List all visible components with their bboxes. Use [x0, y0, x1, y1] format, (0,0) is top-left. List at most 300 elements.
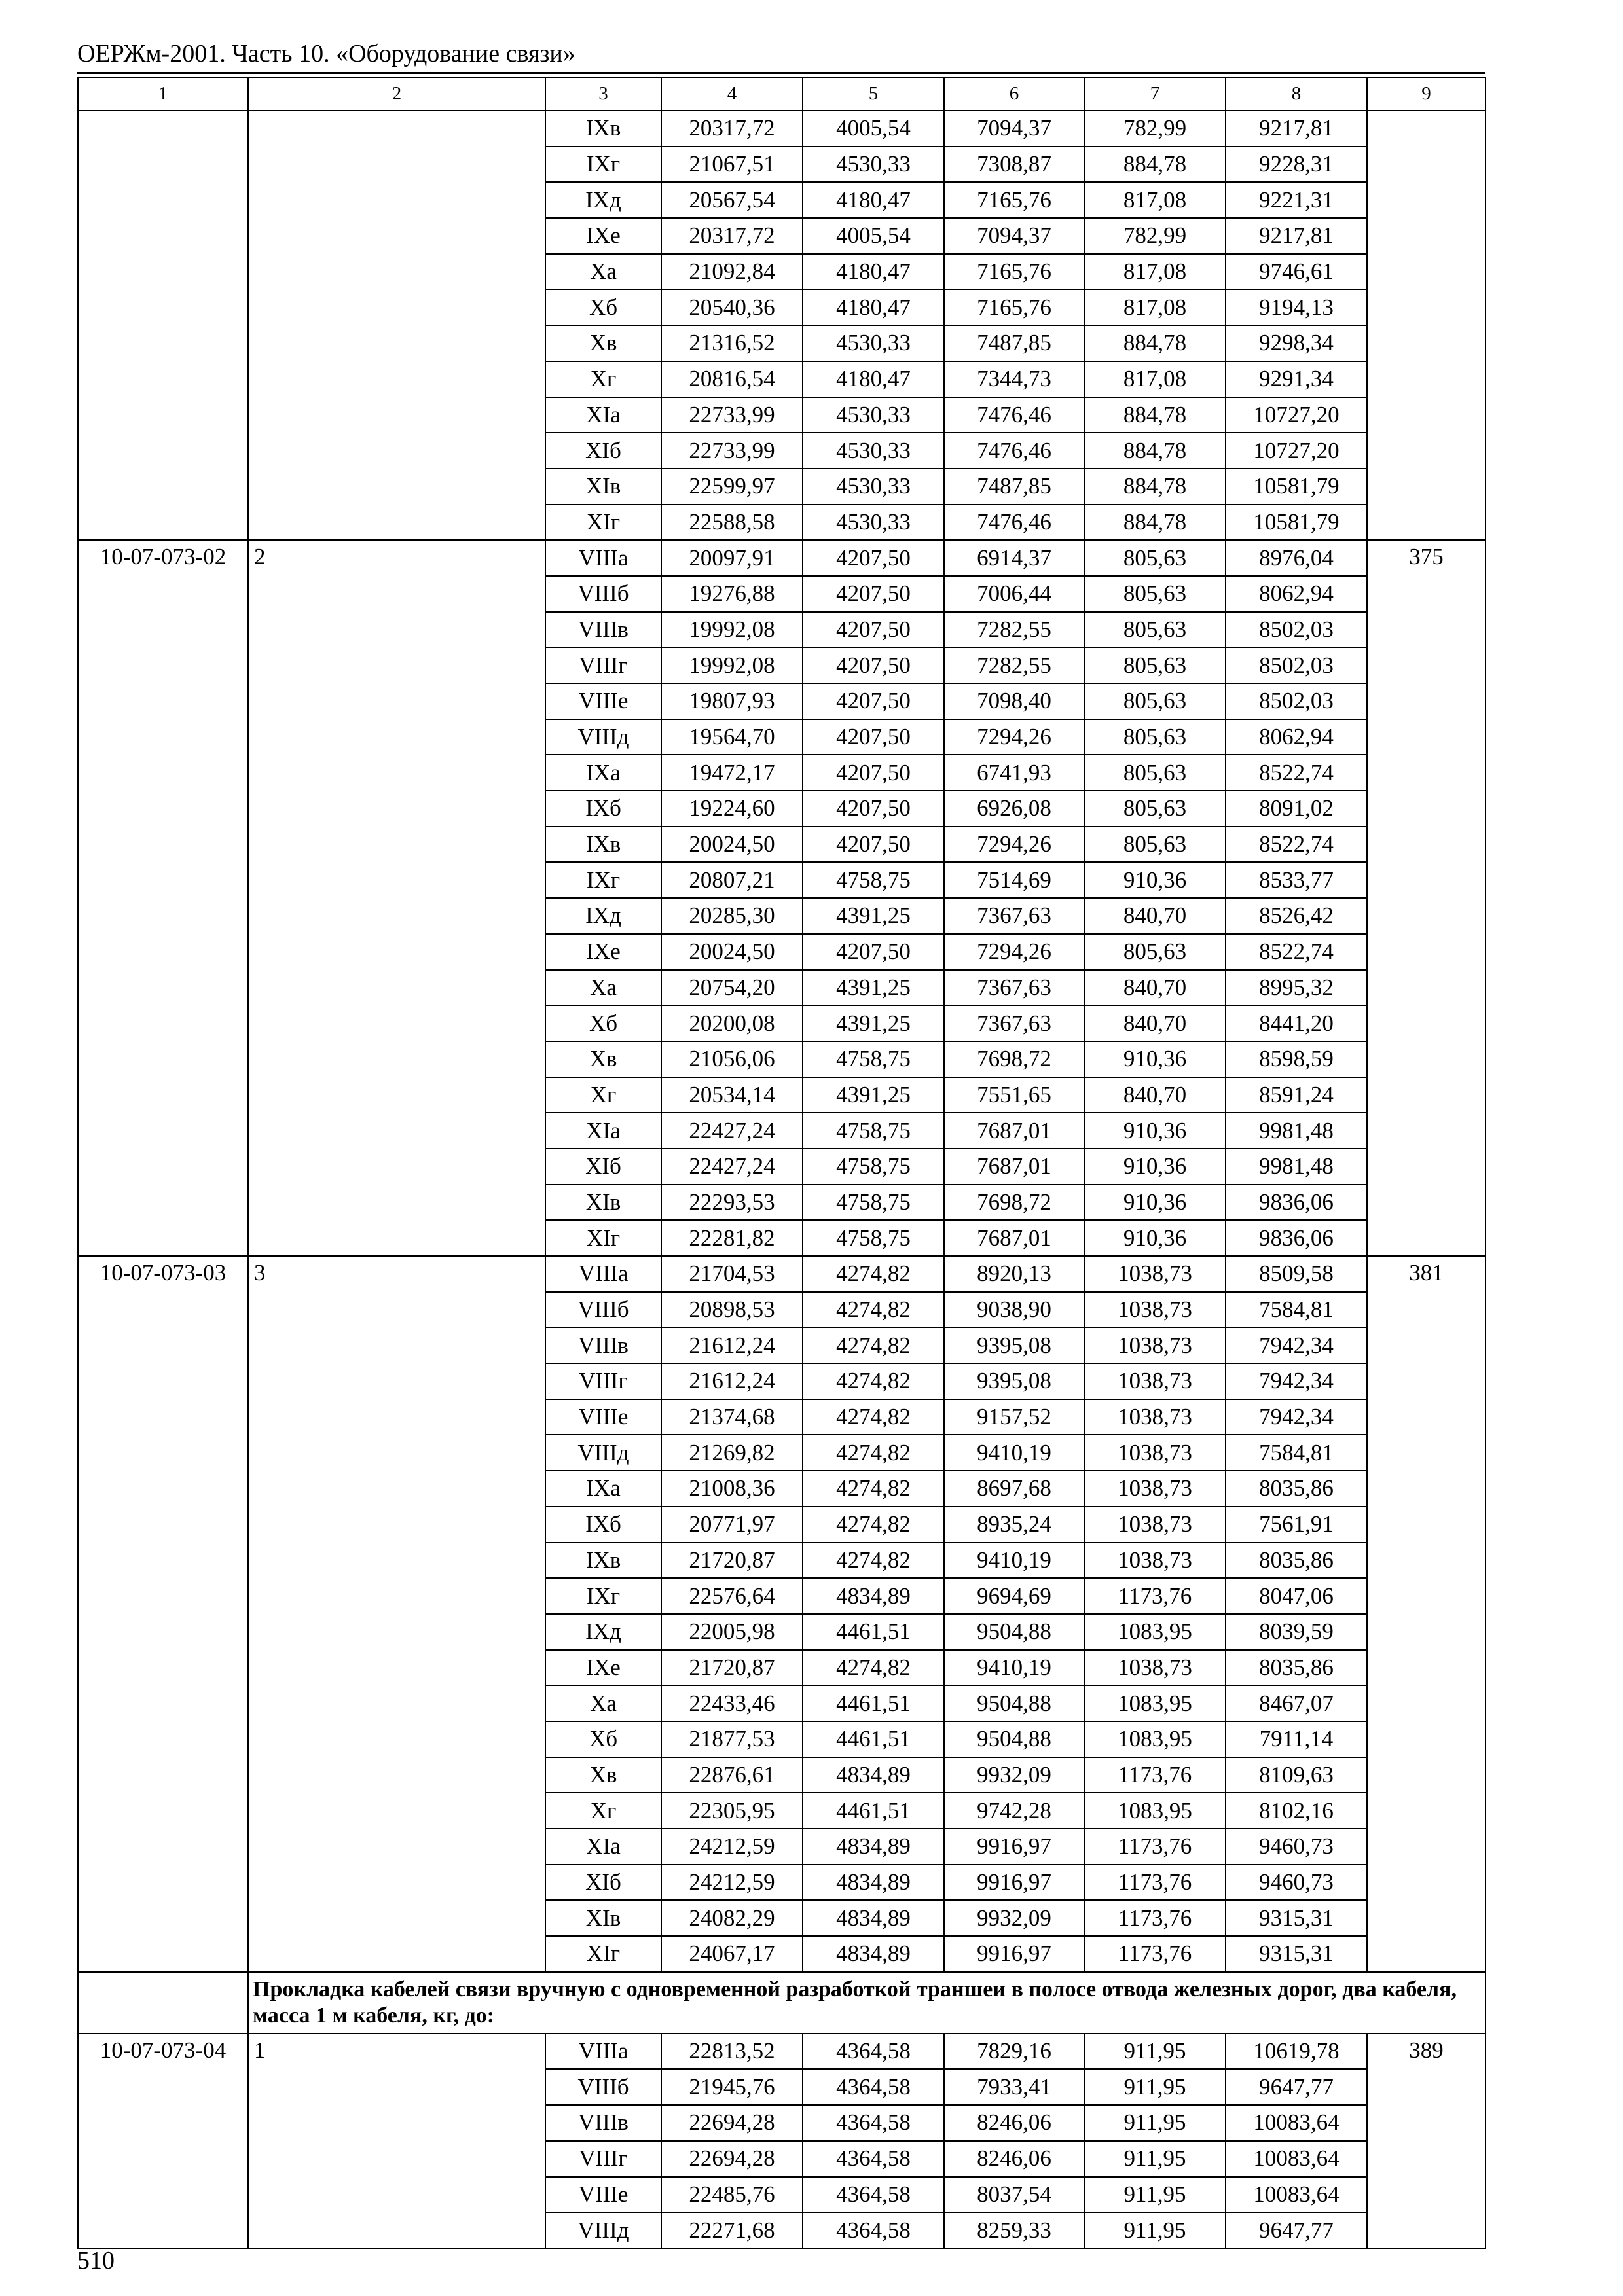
- value-cell: 7367,63: [944, 1005, 1084, 1041]
- value-cell: 8035,86: [1226, 1650, 1367, 1686]
- value-cell: 22588,58: [661, 505, 803, 541]
- value-cell: 9694,69: [944, 1578, 1084, 1614]
- value-cell: 9315,31: [1226, 1936, 1367, 1972]
- value-cell: 19992,08: [661, 647, 803, 683]
- value-cell: 4364,58: [803, 2177, 944, 2213]
- value-cell: 8920,13: [944, 1256, 1084, 1292]
- value-cell: 7098,40: [944, 683, 1084, 719]
- value-cell: 817,08: [1084, 182, 1226, 218]
- rate-code: [78, 111, 248, 540]
- value-cell: 8522,74: [1226, 934, 1367, 970]
- value-cell: 4834,89: [803, 1865, 944, 1901]
- value-cell: 4391,25: [803, 970, 944, 1006]
- value-cell: 9194,13: [1226, 289, 1367, 325]
- value-cell: 6926,08: [944, 791, 1084, 827]
- value-cell: 4530,33: [803, 325, 944, 361]
- value-cell: 21092,84: [661, 254, 803, 290]
- column-number: 9: [1367, 77, 1486, 111]
- value-cell: 4180,47: [803, 182, 944, 218]
- value-cell: 4758,75: [803, 1220, 944, 1256]
- region-cell: Xa: [545, 970, 661, 1006]
- value-cell: 8509,58: [1226, 1256, 1367, 1292]
- value-cell: 19276,88: [661, 576, 803, 612]
- region-cell: Xг: [545, 1793, 661, 1829]
- region-cell: VIIIе: [545, 683, 661, 719]
- value-cell: 1083,95: [1084, 1721, 1226, 1757]
- value-cell: 4207,50: [803, 612, 944, 648]
- region-cell: VIIIг: [545, 647, 661, 683]
- measure-value: [1367, 111, 1486, 540]
- value-cell: 1038,73: [1084, 1327, 1226, 1363]
- value-cell: 1173,76: [1084, 1900, 1226, 1936]
- value-cell: 1038,73: [1084, 1399, 1226, 1435]
- value-cell: 805,63: [1084, 934, 1226, 970]
- value-cell: 1173,76: [1084, 1757, 1226, 1793]
- value-cell: 884,78: [1084, 505, 1226, 541]
- value-cell: 21945,76: [661, 2069, 803, 2105]
- value-cell: 24212,59: [661, 1829, 803, 1865]
- region-cell: IXе: [545, 1650, 661, 1686]
- value-cell: 910,36: [1084, 1113, 1226, 1149]
- value-cell: 4207,50: [803, 719, 944, 755]
- value-cell: 8533,77: [1226, 862, 1367, 898]
- region-cell: IXв: [545, 827, 661, 863]
- value-cell: 4274,82: [803, 1256, 944, 1292]
- value-cell: 840,70: [1084, 898, 1226, 934]
- value-cell: 817,08: [1084, 289, 1226, 325]
- table-row: [78, 2034, 1486, 2070]
- value-cell: 4461,51: [803, 1614, 944, 1650]
- value-cell: 7687,01: [944, 1113, 1084, 1149]
- value-cell: 10727,20: [1226, 397, 1367, 433]
- value-cell: 9410,19: [944, 1650, 1084, 1686]
- value-cell: 21056,06: [661, 1041, 803, 1077]
- value-cell: 805,63: [1084, 576, 1226, 612]
- value-cell: 7687,01: [944, 1149, 1084, 1185]
- value-cell: 4274,82: [803, 1363, 944, 1399]
- value-cell: 4274,82: [803, 1471, 944, 1507]
- value-cell: 10083,64: [1226, 2105, 1367, 2141]
- value-cell: 4391,25: [803, 898, 944, 934]
- value-cell: 4461,51: [803, 1685, 944, 1721]
- region-cell: IXе: [545, 218, 661, 254]
- value-cell: 19807,93: [661, 683, 803, 719]
- value-cell: 22305,95: [661, 1793, 803, 1829]
- value-cell: 7165,76: [944, 182, 1084, 218]
- value-cell: 1038,73: [1084, 1435, 1226, 1471]
- value-cell: 20816,54: [661, 361, 803, 397]
- value-cell: 7367,63: [944, 898, 1084, 934]
- value-cell: 8091,02: [1226, 791, 1367, 827]
- value-cell: 910,36: [1084, 1149, 1226, 1185]
- value-cell: 4530,33: [803, 147, 944, 183]
- value-cell: 24082,29: [661, 1900, 803, 1936]
- table-body: [78, 77, 1486, 2248]
- section-title: Прокладка кабелей связи вручную с одновременной разработкой траншеи в полосе отвода железных дорог, два кабеля, масса 1 м кабеля, кг, до:: [248, 1972, 1486, 2034]
- value-cell: 4207,50: [803, 683, 944, 719]
- region-cell: Xa: [545, 1685, 661, 1721]
- table-row: [78, 540, 1486, 576]
- value-cell: 10581,79: [1226, 505, 1367, 541]
- measure-value: 381: [1367, 1256, 1486, 1972]
- value-cell: 21269,82: [661, 1435, 803, 1471]
- value-cell: 9742,28: [944, 1793, 1084, 1829]
- value-cell: 1173,76: [1084, 1936, 1226, 1972]
- value-cell: 8062,94: [1226, 719, 1367, 755]
- section-blank-cell: [78, 1972, 248, 2034]
- value-cell: 9217,81: [1226, 111, 1367, 147]
- page-header: ОЕРЖм-2001. Часть 10. «Оборудование связи»: [77, 40, 575, 67]
- value-cell: 9836,06: [1226, 1185, 1367, 1221]
- value-cell: 7487,85: [944, 469, 1084, 505]
- value-cell: 8109,63: [1226, 1757, 1367, 1793]
- value-cell: 1038,73: [1084, 1543, 1226, 1579]
- value-cell: 911,95: [1084, 2141, 1226, 2177]
- value-cell: 840,70: [1084, 1077, 1226, 1113]
- page-number: 510: [77, 2247, 115, 2274]
- value-cell: 1038,73: [1084, 1363, 1226, 1399]
- value-cell: 4391,25: [803, 1077, 944, 1113]
- region-cell: IXг: [545, 862, 661, 898]
- value-cell: 4274,82: [803, 1650, 944, 1686]
- value-cell: 7942,34: [1226, 1363, 1367, 1399]
- value-cell: 20200,08: [661, 1005, 803, 1041]
- value-cell: 4461,51: [803, 1721, 944, 1757]
- table-row: [78, 111, 1486, 147]
- region-cell: VIIIг: [545, 2141, 661, 2177]
- value-cell: 9460,73: [1226, 1865, 1367, 1901]
- column-number: 5: [803, 77, 944, 111]
- value-cell: 1038,73: [1084, 1650, 1226, 1686]
- value-cell: 20317,72: [661, 218, 803, 254]
- value-cell: 7006,44: [944, 576, 1084, 612]
- value-cell: 7584,81: [1226, 1435, 1367, 1471]
- value-cell: 7933,41: [944, 2069, 1084, 2105]
- value-cell: 24212,59: [661, 1865, 803, 1901]
- value-cell: 4530,33: [803, 397, 944, 433]
- value-cell: 4834,89: [803, 1578, 944, 1614]
- value-cell: 21612,24: [661, 1363, 803, 1399]
- value-cell: 911,95: [1084, 2212, 1226, 2248]
- value-cell: 8995,32: [1226, 970, 1367, 1006]
- region-cell: VIIIa: [545, 2034, 661, 2070]
- value-cell: 20024,50: [661, 934, 803, 970]
- value-cell: 4274,82: [803, 1543, 944, 1579]
- value-cell: 9932,09: [944, 1757, 1084, 1793]
- value-cell: 817,08: [1084, 361, 1226, 397]
- value-cell: 7165,76: [944, 254, 1084, 290]
- region-cell: VIIIв: [545, 1327, 661, 1363]
- value-cell: 4834,89: [803, 1829, 944, 1865]
- region-cell: VIIIе: [545, 2177, 661, 2213]
- value-cell: 22433,46: [661, 1685, 803, 1721]
- region-cell: IXд: [545, 1614, 661, 1650]
- value-cell: 9504,88: [944, 1721, 1084, 1757]
- value-cell: 910,36: [1084, 1185, 1226, 1221]
- value-cell: 10581,79: [1226, 469, 1367, 505]
- value-cell: 7294,26: [944, 827, 1084, 863]
- region-cell: IXa: [545, 1471, 661, 1507]
- value-cell: 910,36: [1084, 862, 1226, 898]
- value-cell: 7561,91: [1226, 1507, 1367, 1543]
- value-cell: 9217,81: [1226, 218, 1367, 254]
- value-cell: 20567,54: [661, 182, 803, 218]
- value-cell: 7294,26: [944, 719, 1084, 755]
- value-cell: 9647,77: [1226, 2212, 1367, 2248]
- value-cell: 782,99: [1084, 111, 1226, 147]
- value-cell: 4207,50: [803, 791, 944, 827]
- value-cell: 4207,50: [803, 827, 944, 863]
- value-cell: 8526,42: [1226, 898, 1367, 934]
- region-cell: XIг: [545, 1220, 661, 1256]
- value-cell: 8591,24: [1226, 1077, 1367, 1113]
- value-cell: 7514,69: [944, 862, 1084, 898]
- value-cell: 9410,19: [944, 1435, 1084, 1471]
- value-cell: 910,36: [1084, 1041, 1226, 1077]
- value-cell: 911,95: [1084, 2105, 1226, 2141]
- value-cell: 20024,50: [661, 827, 803, 863]
- value-cell: 4364,58: [803, 2141, 944, 2177]
- value-cell: 10619,78: [1226, 2034, 1367, 2070]
- value-cell: 22427,24: [661, 1113, 803, 1149]
- value-cell: 8047,06: [1226, 1578, 1367, 1614]
- value-cell: 4274,82: [803, 1435, 944, 1471]
- region-cell: XIa: [545, 1829, 661, 1865]
- value-cell: 21720,87: [661, 1650, 803, 1686]
- value-cell: 9410,19: [944, 1543, 1084, 1579]
- value-cell: 884,78: [1084, 397, 1226, 433]
- region-cell: XIб: [545, 433, 661, 469]
- region-cell: VIIIб: [545, 1292, 661, 1328]
- value-cell: 4758,75: [803, 1149, 944, 1185]
- value-cell: 9291,34: [1226, 361, 1367, 397]
- region-cell: Xб: [545, 1721, 661, 1757]
- value-cell: 1038,73: [1084, 1507, 1226, 1543]
- region-cell: IXд: [545, 182, 661, 218]
- value-cell: 1173,76: [1084, 1865, 1226, 1901]
- value-cell: 9504,88: [944, 1614, 1084, 1650]
- value-cell: 6741,93: [944, 755, 1084, 791]
- value-cell: 22694,28: [661, 2141, 803, 2177]
- value-cell: 22876,61: [661, 1757, 803, 1793]
- value-cell: 805,63: [1084, 791, 1226, 827]
- value-cell: 8522,74: [1226, 827, 1367, 863]
- value-cell: 22271,68: [661, 2212, 803, 2248]
- value-cell: 4364,58: [803, 2034, 944, 2070]
- value-cell: 20898,53: [661, 1292, 803, 1328]
- value-cell: 805,63: [1084, 827, 1226, 863]
- value-cell: 9460,73: [1226, 1829, 1367, 1865]
- value-cell: 4005,54: [803, 111, 944, 147]
- value-cell: 8522,74: [1226, 755, 1367, 791]
- value-cell: 9038,90: [944, 1292, 1084, 1328]
- value-cell: 8035,86: [1226, 1543, 1367, 1579]
- value-cell: 4207,50: [803, 755, 944, 791]
- value-cell: 22485,76: [661, 2177, 803, 2213]
- value-cell: 4274,82: [803, 1507, 944, 1543]
- value-cell: 7551,65: [944, 1077, 1084, 1113]
- header-rule: [77, 72, 1485, 74]
- value-cell: 21720,87: [661, 1543, 803, 1579]
- value-cell: 21704,53: [661, 1256, 803, 1292]
- value-cell: 7094,37: [944, 218, 1084, 254]
- value-cell: 9298,34: [1226, 325, 1367, 361]
- value-cell: 9916,97: [944, 1936, 1084, 1972]
- value-cell: 22694,28: [661, 2105, 803, 2141]
- region-cell: VIIIе: [545, 1399, 661, 1435]
- value-cell: 805,63: [1084, 683, 1226, 719]
- value-cell: 22005,98: [661, 1614, 803, 1650]
- value-cell: 805,63: [1084, 647, 1226, 683]
- region-cell: IXa: [545, 755, 661, 791]
- region-cell: Xa: [545, 254, 661, 290]
- value-cell: 9932,09: [944, 1900, 1084, 1936]
- value-cell: 805,63: [1084, 612, 1226, 648]
- value-cell: 4530,33: [803, 433, 944, 469]
- value-cell: 9836,06: [1226, 1220, 1367, 1256]
- value-cell: 782,99: [1084, 218, 1226, 254]
- value-cell: 805,63: [1084, 719, 1226, 755]
- value-cell: 9981,48: [1226, 1113, 1367, 1149]
- region-cell: VIIIд: [545, 1435, 661, 1471]
- value-cell: 7476,46: [944, 397, 1084, 433]
- param-value: 2: [248, 540, 545, 1256]
- column-number-row: [78, 77, 1486, 111]
- value-cell: 7094,37: [944, 111, 1084, 147]
- region-cell: XIa: [545, 397, 661, 433]
- rates-table: [77, 77, 1486, 2249]
- value-cell: 22733,99: [661, 433, 803, 469]
- value-cell: 9221,31: [1226, 182, 1367, 218]
- section-title-row: [78, 1972, 1486, 2034]
- measure-value: 389: [1367, 2034, 1486, 2248]
- column-number: 6: [944, 77, 1084, 111]
- value-cell: 4461,51: [803, 1793, 944, 1829]
- value-cell: 4364,58: [803, 2105, 944, 2141]
- value-cell: 8502,03: [1226, 647, 1367, 683]
- value-cell: 4834,89: [803, 1757, 944, 1793]
- value-cell: 9916,97: [944, 1829, 1084, 1865]
- rate-code: 10-07-073-03: [78, 1256, 248, 1972]
- value-cell: 840,70: [1084, 970, 1226, 1006]
- value-cell: 4758,75: [803, 862, 944, 898]
- region-cell: VIIIб: [545, 576, 661, 612]
- region-cell: VIIIa: [545, 540, 661, 576]
- column-number: 8: [1226, 77, 1367, 111]
- value-cell: 840,70: [1084, 1005, 1226, 1041]
- value-cell: 4758,75: [803, 1113, 944, 1149]
- value-cell: 9157,52: [944, 1399, 1084, 1435]
- value-cell: 19992,08: [661, 612, 803, 648]
- value-cell: 7367,63: [944, 970, 1084, 1006]
- value-cell: 20317,72: [661, 111, 803, 147]
- value-cell: 8037,54: [944, 2177, 1084, 2213]
- region-cell: VIIIв: [545, 2105, 661, 2141]
- value-cell: 4274,82: [803, 1292, 944, 1328]
- value-cell: 10083,64: [1226, 2141, 1367, 2177]
- region-cell: Xб: [545, 1005, 661, 1041]
- value-cell: 7698,72: [944, 1185, 1084, 1221]
- value-cell: 7487,85: [944, 325, 1084, 361]
- value-cell: 4274,82: [803, 1399, 944, 1435]
- measure-value: 375: [1367, 540, 1486, 1256]
- value-cell: 4180,47: [803, 254, 944, 290]
- value-cell: 8467,07: [1226, 1685, 1367, 1721]
- region-cell: IXв: [545, 1543, 661, 1579]
- region-cell: XIг: [545, 1936, 661, 1972]
- value-cell: 20771,97: [661, 1507, 803, 1543]
- region-cell: IXб: [545, 791, 661, 827]
- value-cell: 22599,97: [661, 469, 803, 505]
- value-cell: 8259,33: [944, 2212, 1084, 2248]
- value-cell: 21067,51: [661, 147, 803, 183]
- value-cell: 8062,94: [1226, 576, 1367, 612]
- region-cell: VIIIд: [545, 2212, 661, 2248]
- value-cell: 8697,68: [944, 1471, 1084, 1507]
- value-cell: 4207,50: [803, 934, 944, 970]
- value-cell: 4530,33: [803, 469, 944, 505]
- value-cell: 7308,87: [944, 147, 1084, 183]
- value-cell: 7911,14: [1226, 1721, 1367, 1757]
- rate-code: 10-07-073-04: [78, 2034, 248, 2248]
- value-cell: 21877,53: [661, 1721, 803, 1757]
- value-cell: 884,78: [1084, 147, 1226, 183]
- value-cell: 4274,82: [803, 1327, 944, 1363]
- param-value: [248, 111, 545, 540]
- value-cell: 19224,60: [661, 791, 803, 827]
- region-cell: XIб: [545, 1149, 661, 1185]
- region-cell: XIб: [545, 1865, 661, 1901]
- value-cell: 9504,88: [944, 1685, 1084, 1721]
- value-cell: 7698,72: [944, 1041, 1084, 1077]
- value-cell: 9395,08: [944, 1363, 1084, 1399]
- value-cell: 4364,58: [803, 2069, 944, 2105]
- value-cell: 20807,21: [661, 862, 803, 898]
- value-cell: 8102,16: [1226, 1793, 1367, 1829]
- value-cell: 21374,68: [661, 1399, 803, 1435]
- value-cell: 7294,26: [944, 934, 1084, 970]
- region-cell: Xб: [545, 289, 661, 325]
- value-cell: 20097,91: [661, 540, 803, 576]
- column-number: 7: [1084, 77, 1226, 111]
- value-cell: 911,95: [1084, 2069, 1226, 2105]
- value-cell: 1038,73: [1084, 1256, 1226, 1292]
- region-cell: IXе: [545, 934, 661, 970]
- value-cell: 21008,36: [661, 1471, 803, 1507]
- value-cell: 9647,77: [1226, 2069, 1367, 2105]
- value-cell: 8935,24: [944, 1507, 1084, 1543]
- region-cell: IXг: [545, 1578, 661, 1614]
- value-cell: 8502,03: [1226, 683, 1367, 719]
- value-cell: 4391,25: [803, 1005, 944, 1041]
- value-cell: 19472,17: [661, 755, 803, 791]
- table-row: [78, 1256, 1486, 1292]
- value-cell: 805,63: [1084, 755, 1226, 791]
- value-cell: 817,08: [1084, 254, 1226, 290]
- value-cell: 4834,89: [803, 1936, 944, 1972]
- value-cell: 7476,46: [944, 505, 1084, 541]
- value-cell: 8502,03: [1226, 612, 1367, 648]
- region-cell: XIв: [545, 469, 661, 505]
- value-cell: 910,36: [1084, 1220, 1226, 1256]
- value-cell: 8246,06: [944, 2141, 1084, 2177]
- value-cell: 9315,31: [1226, 1900, 1367, 1936]
- value-cell: 4207,50: [803, 540, 944, 576]
- value-cell: 21612,24: [661, 1327, 803, 1363]
- value-cell: 884,78: [1084, 325, 1226, 361]
- value-cell: 22293,53: [661, 1185, 803, 1221]
- region-cell: Xг: [545, 361, 661, 397]
